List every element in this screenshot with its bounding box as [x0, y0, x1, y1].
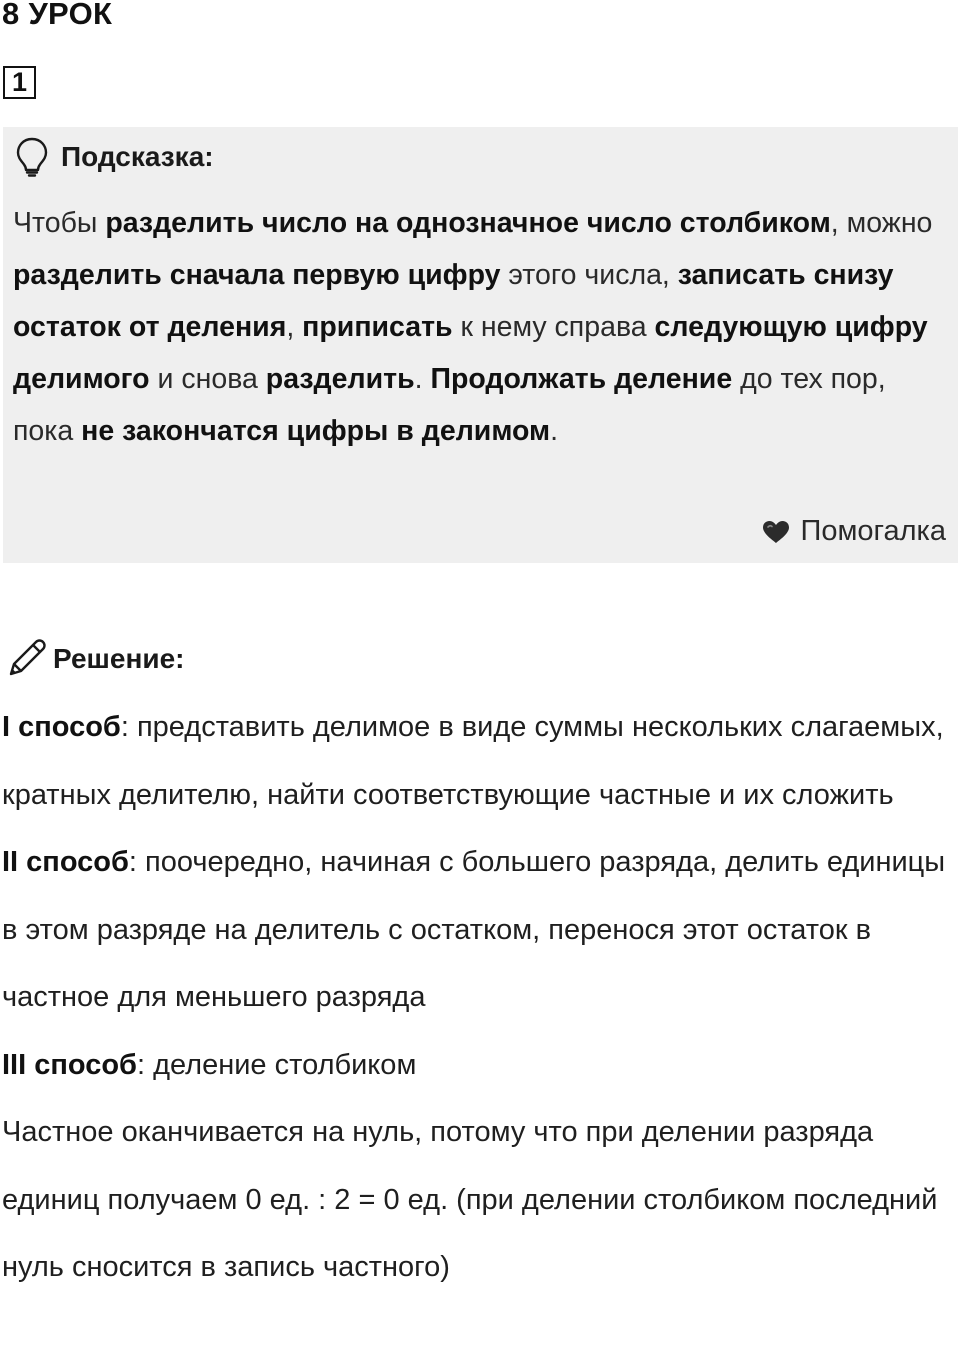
pencil-icon: [5, 638, 47, 680]
task-number: 1: [3, 66, 36, 99]
credit-link[interactable]: [761, 515, 946, 548]
hint-title: Подсказка:: [61, 141, 214, 172]
lightbulb-icon: [15, 137, 49, 177]
hint-text: Чтобы разделить число на однозначное число столбиком, можно разделить сначала первую цифру этого числа, записать снизу остаток от деления, приписать к нему справа следующую цифру делимого и снова разделить. Продолжать деление до тех пор, пока не закончатся цифры в делимом.: [13, 207, 933, 447]
solution-header: [5, 636, 184, 682]
method-2: II способ: поочередно, начиная с большего разряда, делить единицы в этом разряде на делитель с остатком, перенося этот остаток в частное для меньшего разряда: [2, 846, 946, 1013]
solution-title: Решение:: [53, 643, 185, 674]
method-1: I способ: представить делимое в виде суммы нескольких слагаемых, кратных делителю, найти соответствующие частные и их сложить: [2, 711, 944, 811]
hint-box: [3, 127, 958, 563]
heart-icon: [761, 519, 791, 545]
method-3: III способ: деление столбиком: [2, 1048, 417, 1081]
credit-label: Помогалка: [800, 515, 946, 547]
solution-text: [2, 694, 952, 1302]
hint-header: [15, 135, 214, 179]
solution-note: Частное оканчивается на нуль, потому что при делении разряда единиц получаем 0 ед. : 2 = 0 ед. (при делении столбиком последний нуль сносится в запись частного): [2, 1116, 938, 1283]
lesson-title: 8 УРОК: [2, 0, 113, 31]
